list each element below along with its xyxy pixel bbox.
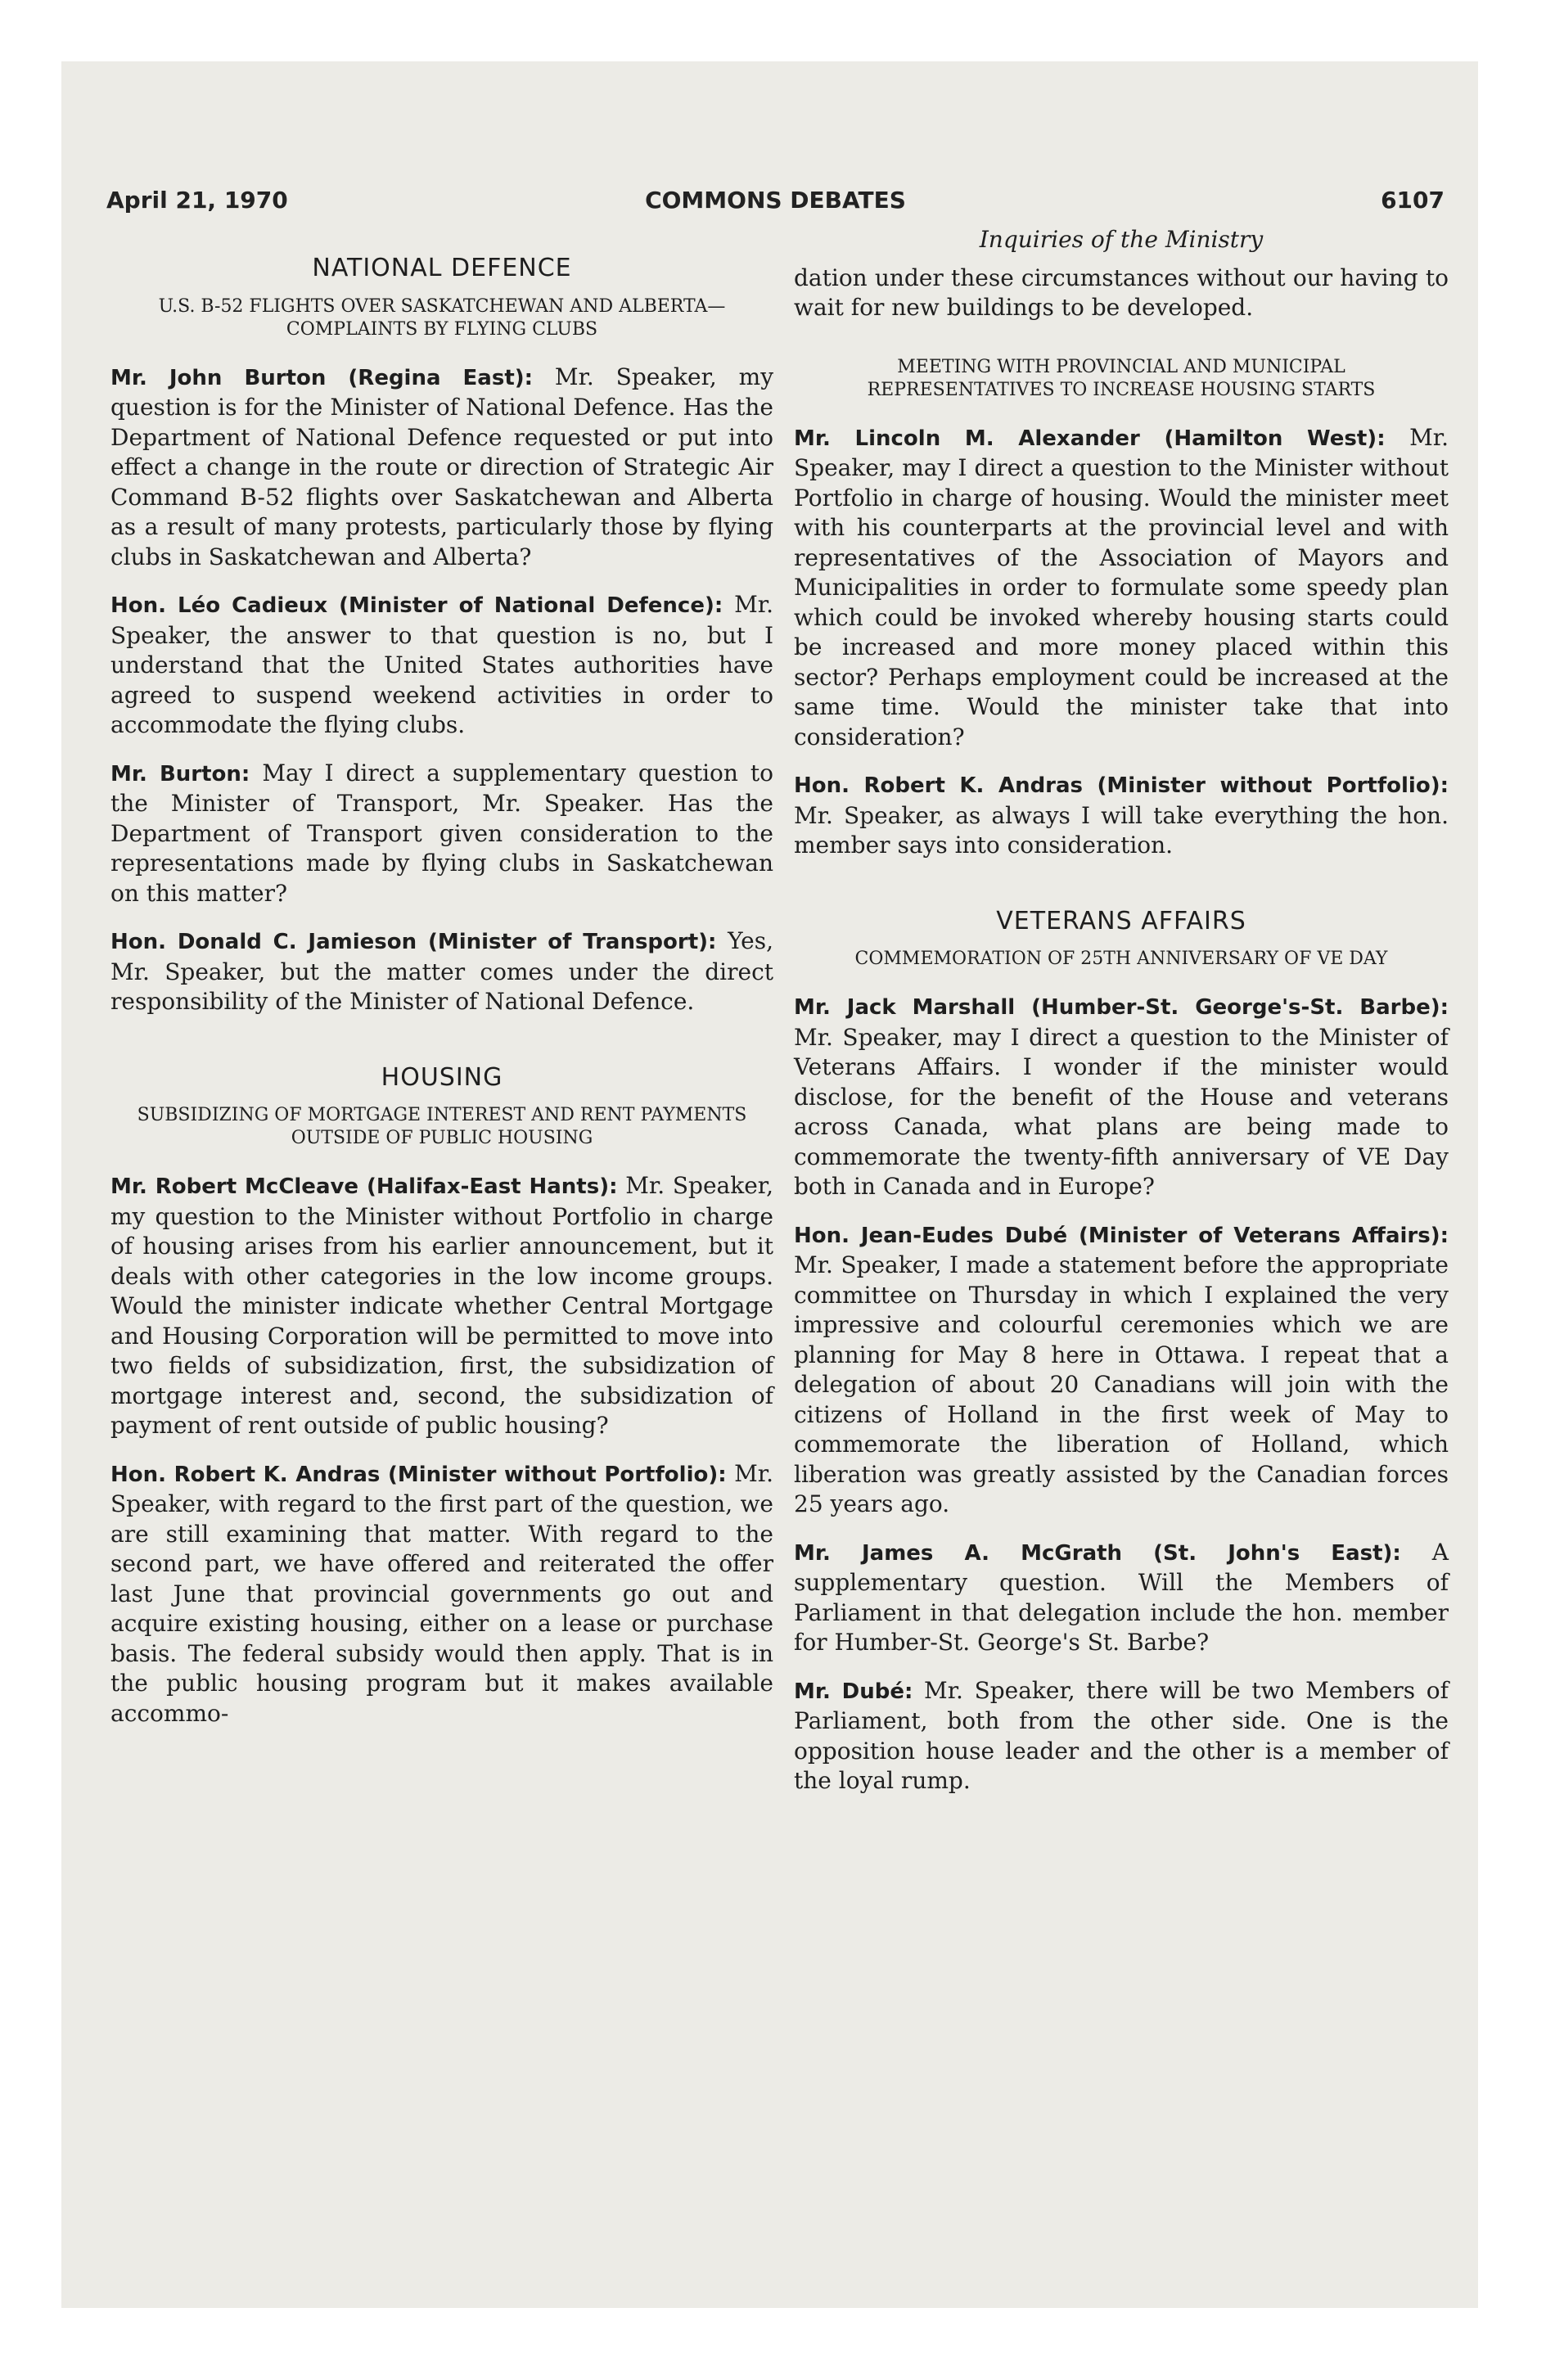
- speaker-name: Hon. Donald C. Jamieson (Minister of Transport):: [110, 930, 717, 954]
- section-title-national-defence: NATIONAL DEFENCE: [312, 254, 572, 282]
- speech-text: Mr. Speaker, there will be two Members of Parliament, both from the other side. One is the opposition house leader and the other is a member of the loyal rump.: [794, 1676, 1449, 1794]
- speaker-name: Mr. Robert McCleave (Halifax-East Hants):: [110, 1174, 618, 1199]
- speech-text: Mr. Speaker, as always I will take everything the hon. member says into consideration.: [794, 801, 1449, 859]
- speech: [794, 770, 1449, 861]
- speaker-name: Hon. Robert K. Andras (Minister without Portfolio):: [794, 773, 1449, 798]
- speech-text: Mr. Speaker, may I direct a question to the Minister without Portfolio in charge of housing. Would the minister meet with his counterparts at the provincial level and with representatives of the Association of Mayors and Municipalities in order to formulate some speedy plan which could be invoked whereby housing starts could be increased and more money placed within this sector? Perhaps employment could be increased at the same time. Would the minister take that into consideration?: [794, 423, 1449, 751]
- speaker-name: Mr. Dubé:: [794, 1679, 913, 1704]
- speaker-name: Mr. Lincoln M. Alexander (Hamilton West):: [794, 426, 1386, 451]
- speech: [110, 1171, 773, 1441]
- speech: [794, 1538, 1449, 1658]
- speech: [110, 926, 773, 1017]
- speaker-name: Mr. John Burton (Regina East):: [110, 365, 534, 390]
- speech: [110, 759, 773, 909]
- speech: [110, 363, 773, 573]
- speech: [794, 423, 1449, 753]
- speaker-name: Hon. Robert K. Andras (Minister without Portfolio):: [110, 1462, 727, 1487]
- speaker-name: Mr. James A. McGrath (St. John's East):: [794, 1540, 1401, 1566]
- speech-text: A supplementary question. Will the Members of Parliament in that delegation include the hon. member for Humber-St. George's St. Barbe?: [794, 1538, 1449, 1656]
- section-subtitle-b52-flights: U.S. B-52 FLIGHTS OVER SASKATCHEWAN AND ALBERTA—COMPLAINTS BY FLYING CLUBS: [158, 295, 726, 340]
- speech-text: Mr. Speaker, the answer to that question is no, but I understand that the United States authorities have agreed to suspend weekend activities in order to accommodate the flying clubs.: [110, 591, 773, 738]
- speech: [110, 1459, 773, 1729]
- section-subtitle-housing-starts: MEETING WITH PROVINCIAL AND MUNICIPAL REPRESENTATIVES TO INCREASE HOUSING STARTS: [867, 356, 1376, 400]
- speaker-name: Mr. Jack Marshall (Humber-St. George's-St. Barbe):: [794, 995, 1449, 1020]
- running-head: Inquiries of the Ministry: [979, 226, 1264, 253]
- speaker-name: Hon. Jean-Eudes Dubé (Minister of Veterans Affairs):: [794, 1223, 1449, 1248]
- speech-text: May I direct a supplementary question to the Minister of Transport, Mr. Speaker. Has the Department of Transport given consideration to the representations made by flying clubs in Saskatchewan on this matter?: [110, 759, 773, 907]
- left-column: [110, 254, 773, 1747]
- speaker-name: Mr. Burton:: [110, 761, 250, 787]
- speech-text: Mr. Speaker, my question to the Minister without Portfolio in charge of housing arises from his earlier announcement, but it deals with other categories in the low income groups. Would the minister indicate whether Central Mortgage and Housing Corporation will be permitted to move into two fields of subsidization, first, the subsidization of mortgage interest and, second, the subsidization of payment of rent outside of public housing?: [110, 1172, 773, 1439]
- speech: [794, 1676, 1449, 1796]
- speech-text: Mr. Speaker, may I direct a question to the Minister of Veterans Affairs. I wonder if the minister would disclose, for the benefit of the House and veterans across Canada, what plans are being made to commemorate the twenty-fifth anniversary of VE Day both in Canada and in Europe?: [794, 1023, 1449, 1200]
- right-column: [794, 225, 1449, 1814]
- speech-text: Mr. Speaker, my question is for the Minister of National Defence. Has the Department of National Defence requested or put into effect a change in the route or direction of Strategic Air Command B-52 flights over Saskatchewan and Alberta as a result of many protests, particularly those by flying clubs in Saskatchewan and Alberta?: [110, 363, 774, 570]
- page-header: [106, 187, 1445, 219]
- speech-text: Mr. Speaker, with regard to the first part of the question, we are still examining that matter. With regard to the second part, we have offered and reiterated the offer last June that provincial governments go out and acquire existing housing, either on a lease or purchase basis. The federal subsidy would then apply. That is in the public housing program but it makes available accommo-: [110, 1459, 773, 1727]
- header-page-number: 6107: [1381, 187, 1445, 214]
- header-date: April 21, 1970: [106, 187, 288, 214]
- section-title-veterans-affairs: VETERANS AFFAIRS: [996, 906, 1246, 935]
- section-subtitle-ve-day: COMMEMORATION OF 25TH ANNIVERSARY OF VE DAY: [854, 949, 1388, 969]
- speaker-name: Hon. Léo Cadieux (Minister of National Defence):: [110, 593, 723, 618]
- speech-text: Yes, Mr. Speaker, but the matter comes under the direct responsibility of the Minister of National Defence.: [110, 927, 773, 1015]
- speech: [110, 590, 773, 741]
- section-subtitle-mortgage-subsidy: SUBSIDIZING OF MORTGAGE INTEREST AND RENT PAYMENTS OUTSIDE OF PUBLIC HOUSING: [137, 1105, 747, 1148]
- speech: [794, 992, 1449, 1202]
- speech-text: Mr. Speaker, I made a statement before the appropriate committee on Thursday in which I explained the very impressive and colourful ceremonies which we are planning for May 8 here in Ottawa. I repeat that a delegation of about 20 Canadians will join with the citizens of Holland in the first week of May to commemorate the liberation of Holland, which liberation was greatly assisted by the Canadian forces 25 years ago.: [794, 1251, 1449, 1517]
- speech: [794, 1220, 1449, 1520]
- header-title: COMMONS DEBATES: [645, 187, 906, 214]
- continued-text: dation under these circumstances without our having to wait for new buildings to be developed.: [794, 264, 1449, 321]
- section-title-housing: HOUSING: [381, 1062, 503, 1092]
